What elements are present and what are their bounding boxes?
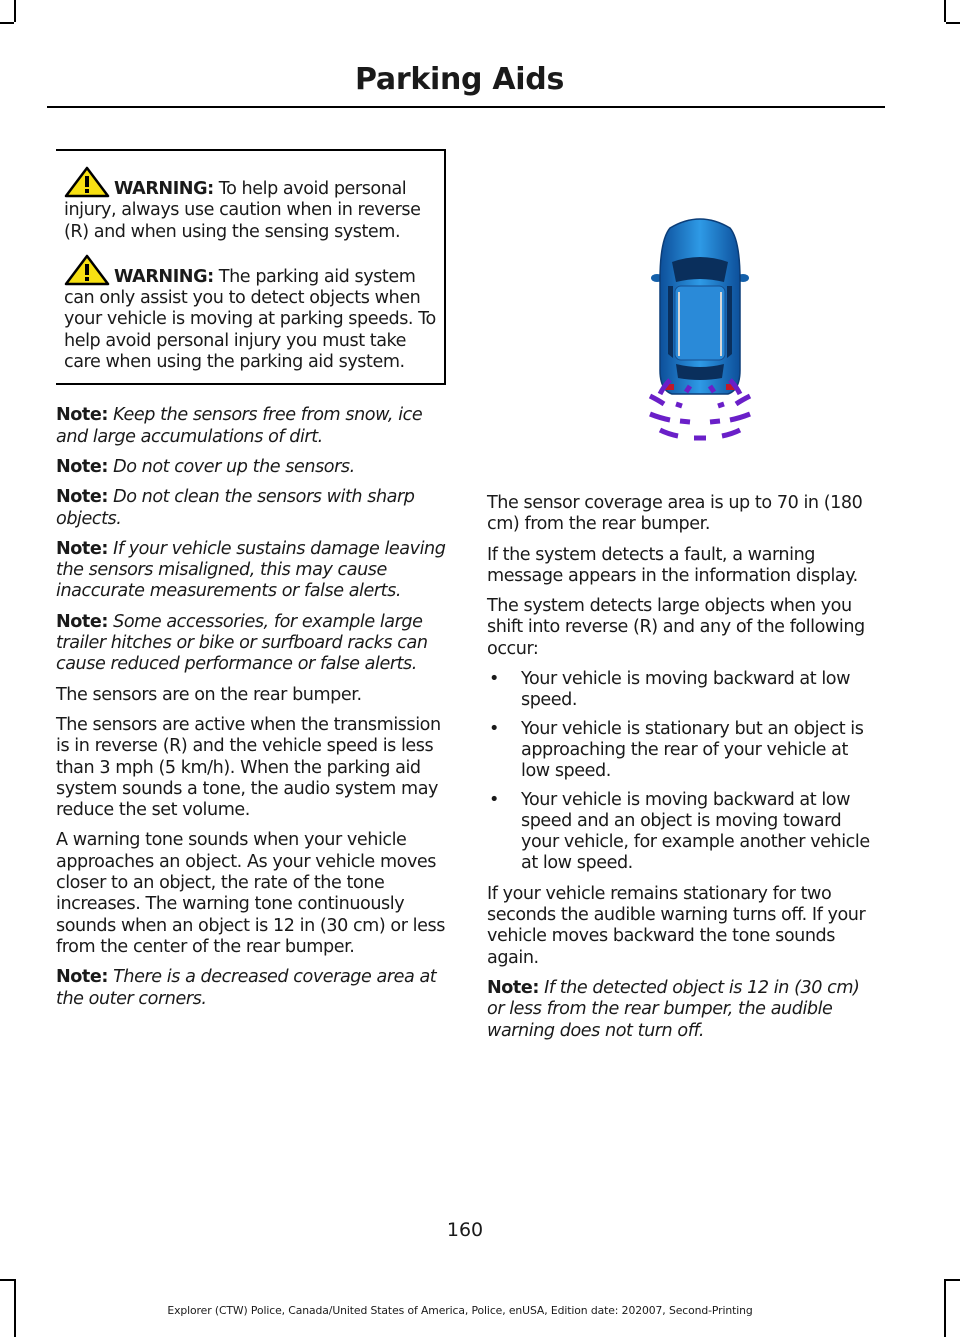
crop-mark bbox=[944, 1279, 946, 1337]
body-paragraph: If your vehicle remains stationary for two seconds the audible warning turns off. If your vehicle moves backward the tone sounds again. bbox=[487, 883, 866, 968]
crop-mark bbox=[0, 22, 14, 24]
vehicle-sensor-graphic bbox=[620, 200, 780, 450]
warning-paragraph bbox=[64, 166, 436, 243]
crop-mark bbox=[14, 0, 16, 22]
warning-box bbox=[56, 149, 446, 385]
body-paragraph: The sensor coverage area is up to 70 in (180 cm) from the rear bumper. bbox=[487, 493, 863, 535]
note-paragraph bbox=[56, 612, 446, 676]
note-text: Do not clean the sensors with sharp objects. bbox=[56, 487, 415, 529]
warning-text: To help avoid personal injury, always use caution when in reverse (R) and when using the sensing system. bbox=[64, 179, 421, 242]
note-label: Note: bbox=[487, 977, 539, 998]
note-label: Note: bbox=[56, 405, 108, 426]
condition-list bbox=[487, 669, 880, 875]
warning-triangle-icon bbox=[64, 254, 110, 286]
note-text: Do not cover up the sensors. bbox=[107, 456, 355, 477]
crop-mark bbox=[946, 22, 960, 24]
footer-edition-info: Explorer (CTW) Police, Canada/United States of America, Police, enUSA, Edition date: 202007, Second-Printing bbox=[167, 1304, 753, 1317]
note-text: If your vehicle sustains damage leaving the sensors misaligned, this may cause inaccurate measurements or false alerts. bbox=[56, 538, 446, 602]
warning-label: WARNING: bbox=[114, 179, 214, 199]
header-divider bbox=[47, 106, 885, 108]
note-paragraph bbox=[56, 405, 446, 448]
body-paragraph: The system detects large objects when you shift into reverse (R) and any of the following occur: bbox=[487, 596, 865, 659]
body-paragraph: The sensors are on the rear bumper. bbox=[56, 684, 362, 705]
note-paragraph bbox=[56, 967, 446, 1010]
list-item: • Your vehicle is stationary but an object is approaching the rear of your vehicle at low speed. bbox=[487, 719, 880, 783]
note-label: Note: bbox=[56, 456, 108, 477]
body-paragraph: A warning tone sounds when your vehicle approaches an object. As your vehicle moves closer to an object, the rate of the tone increases. The warning tone continuously sounds when an object is 12 in (30 cm) or less from the center of the rear bumper. bbox=[56, 830, 445, 957]
note-label: Note: bbox=[56, 538, 108, 559]
crop-mark bbox=[0, 1279, 14, 1281]
crop-mark bbox=[946, 1279, 960, 1281]
list-item: • Your vehicle is moving backward at low speed. bbox=[487, 669, 880, 712]
note-text: There is a decreased coverage area at the outer corners. bbox=[56, 967, 437, 1009]
body-paragraph: If the system detects a fault, a warning message appears in the information display. bbox=[487, 544, 858, 586]
note-text: If the detected object is 12 in (30 cm) or less from the rear bumper, the audible warning does not turn off. bbox=[487, 977, 860, 1041]
note-paragraph bbox=[56, 457, 446, 478]
rear-parking-sensor-illustration bbox=[620, 200, 780, 450]
warning-triangle-icon bbox=[64, 166, 110, 198]
note-text: Some accessories, for example large trailer hitches or bike or surfboard racks can cause reduced performance or false alerts. bbox=[56, 611, 428, 675]
warning-label: WARNING: bbox=[114, 266, 214, 287]
note-paragraph bbox=[56, 539, 446, 603]
body-paragraph: The sensors are active when the transmission is in reverse (R) and the vehicle speed is less than 3 mph (5 km/h). When the parking aid system sounds a tone, the audio system may reduce the set volume. bbox=[56, 714, 441, 821]
list-item: • Your vehicle is moving backward at low speed and an object is moving toward your vehicle, for example another vehicle at low speed. bbox=[487, 790, 880, 875]
warning-paragraph bbox=[64, 254, 436, 373]
page-title: Parking Aids bbox=[355, 62, 564, 97]
page-number: 160 bbox=[446, 1219, 484, 1241]
note-text: Keep the sensors free from snow, ice and large accumulations of dirt. bbox=[56, 405, 423, 447]
note-label: Note: bbox=[56, 487, 108, 508]
note-paragraph bbox=[56, 487, 446, 530]
right-column bbox=[487, 493, 880, 1051]
crop-mark bbox=[944, 0, 946, 22]
note-label: Note: bbox=[56, 967, 108, 988]
left-column bbox=[56, 149, 446, 1019]
note-paragraph bbox=[487, 978, 880, 1042]
warning-text: The parking aid system can only assist you to detect objects when your vehicle is moving at parking speeds. To help avoid personal injury you must take care when using the parking aid system. bbox=[64, 266, 436, 373]
note-label: Note: bbox=[56, 611, 108, 632]
